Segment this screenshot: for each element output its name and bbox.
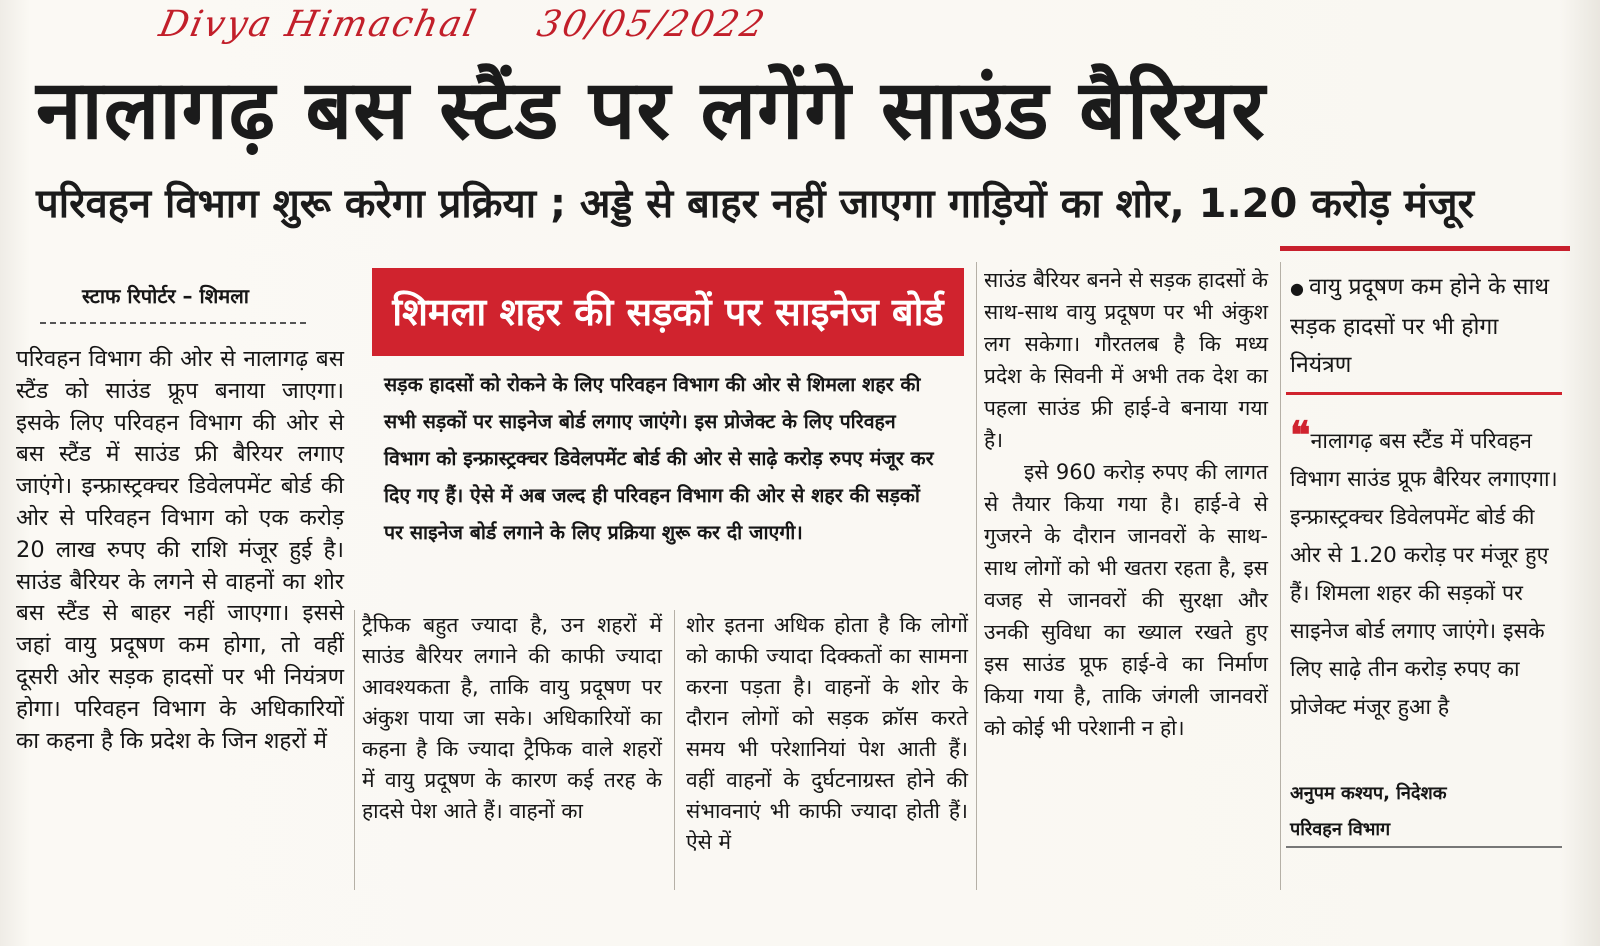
story-column-3: शोर इतना अधिक होता है कि लोगों को काफी ज्यादा दिक्कतों का सामना करना पड़ता है। वाहनों के शोर के दौरान लोगों को सड़क क्रॉस करते समय भी परेशानियां पेश आती हैं। वहीं वाहनों के दुर्घटनाग्रस्त होने की संभावनाएं भी काफी ज्यादा होती हैं। ऐसे में: [686, 613, 968, 854]
sidebar-bottom-divider: [1286, 846, 1562, 848]
story-column-4: [984, 264, 1268, 744]
sidebar-quote: [1290, 412, 1566, 727]
story-column-4-para-1: साउंड बैरियर बनने से सड़क हादसों के साथ-साथ वायु प्रदूषण पर भी अंकुश लग सकेगा। गौरतलब है कि मध्य प्रदेश के सिवनी में अभी तक देश का पहला साउंड फ्री हाई-वे बनाया गया है।: [984, 268, 1268, 452]
sidebar-quote-text: नालागढ़ बस स्टैंड में परिवहन विभाग साउंड प्रूफ बैरियर लगाएगा। इन्फ्रास्ट्रक्चर डिवेलपमेंट बोर्ड की ओर से 1.20 करोड़ पर मंजूर हुए हैं। शिमला शहर की सड़कों पर साइनेज बोर्ड लगाए जाएंगे। इसके लिए साढ़े तीन करोड़ रुपए का प्रोजेक्ट मंजूर हुआ है: [1290, 429, 1558, 720]
story-column-4-para-2: इसे 960 करोड़ रुपए की लागत से तैयार किया गया है। हाई-वे से गुजरने के दौरान जानवरों के साथ-साथ लोगों को भी खतरा रहता है, इस वजह से जानवरों की सुरक्षा और उनकी सुविधा का ख्याल रखते हुए इस साउंड प्रूफ हाई-वे का निर्माण किया गया है, ताकि जंगली जानवरों को कोई भी परेशानी न हो।: [984, 460, 1268, 740]
quote-author: अनुपम कश्यप, निदेशक: [1290, 783, 1447, 804]
byline: स्टाफ रिपोर्टर – शिमला: [82, 284, 249, 308]
box-story-text: सड़क हादसों को रोकने के लिए परिवहन विभाग की ओर से शिमला शहर की सभी सड़कों पर साइनेज बोर्ड लगाए जाएंगे। इस प्रोजेक्ट के लिए परिवहन विभाग को इन्फ्रास्ट्रक्चर डिवेलपमेंट बोर्ड की ओर से साढ़े करोड़ रुपए मंजूर कर दिए गए हैं। ऐसे में अब जल्द ही परिवहन विभाग की ओर से शहर की सड़कों पर साइनेज बोर्ड लगाने के लिए प्रक्रिया शुरू कर दी जाएगी।: [384, 373, 934, 544]
sidebar-highlight: [1290, 268, 1566, 384]
handwritten-date: 30/05/2022: [533, 4, 770, 45]
quote-author-dept: परिवहन विभाग: [1290, 819, 1391, 840]
story-column-1: परिवहन विभाग की ओर से नालागढ़ बस स्टैंड को साउंड फ्रूप बनाया जाएगा। इसके लिए परिवहन विभाग की ओर से बस स्टैंड में साउंड फ्री बैरियर लगाए जाएंगे। इन्फ्रास्ट्रक्चर डिवेलपमेंट बोर्ड की ओर से परिवहन विभाग को एक करोड़ 20 लाख रुपए की राशि मंजूर हुई है। साउंड बैरियर के लगने से वाहनों का शोर बस स्टैंड से बाहर नहीं जाएगा। इससे जहां वायु प्रदूषण कम होगा, तो वहीं दूसरी ओर सड़क हादसों पर भी नियंत्रण होगा। परिवहन विभाग के अधिकारियों का कहना है कि प्रदेश के जिन शहरों में: [16, 346, 344, 754]
column-divider: [674, 610, 675, 890]
sidebar-divider: [1286, 392, 1562, 395]
story-column-2: ट्रैफिक बहुत ज्यादा है, उन शहरों में साउंड बैरियर लगाने की काफी ज्यादा आवश्यकता है, ताकि वायु प्रदूषण पर अंकुश पाया जा सके। अधिकारियों का कहना है कि ज्यादा ट्रैफिक वाले शहरों में वायु प्रदूषण के कारण कई तरह के हादसे पेश आते हैं। वाहनों का: [362, 613, 662, 823]
bullet-icon: ●: [1290, 279, 1310, 298]
quote-attribution: [1290, 776, 1566, 848]
subheadline: परिवहन विभाग शुरू करेगा प्रक्रिया ; अड्डे से बाहर नहीं जाएगा गाड़ियों का शोर, 1.20 करोड़ मंजूर: [36, 181, 1474, 227]
column-divider: [976, 262, 977, 890]
handwritten-paper-name: Divya Himachal: [155, 4, 482, 45]
sidebar-highlight-text: वायु प्रदूषण कम होने के साथ सड़क हादसों पर भी होगा नियंत्रण: [1290, 274, 1550, 378]
divider-red: [1280, 246, 1570, 251]
box-story-title: शिमला शहर की सड़कों पर साइनेज बोर्ड: [372, 268, 964, 356]
byline-divider: [40, 322, 306, 324]
quote-mark-icon: ❝: [1290, 412, 1311, 457]
headline: नालागढ़ बस स्टैंड पर लगेंगे साउंड बैरियर: [36, 63, 1266, 158]
column-divider: [1280, 262, 1281, 890]
column-divider: [354, 610, 355, 890]
handwritten-annotation: [150, 0, 830, 58]
